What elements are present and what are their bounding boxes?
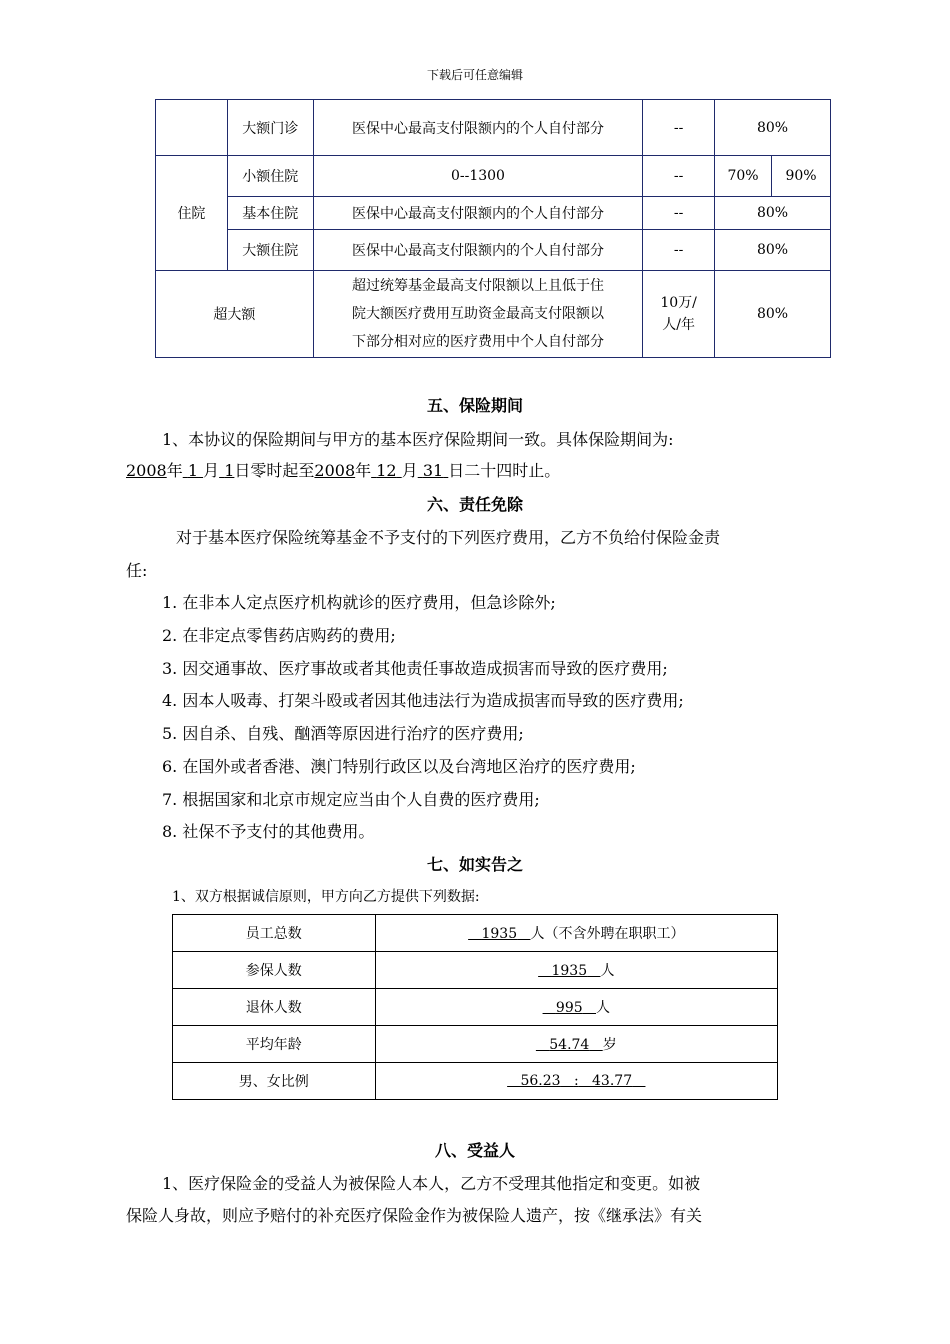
paragraph: 1、双方根据诚信原则，甲方向乙方提供下列数据: <box>172 889 480 905</box>
coverage-type: 超大额 <box>156 271 314 358</box>
row-label: 员工总数 <box>173 915 376 952</box>
insurance-period <box>126 458 560 481</box>
table-row <box>173 989 778 1026</box>
row-value: 1935 人（不含外聘在职职工） <box>375 915 777 952</box>
desc-line: 下部分相对应的医疗费用中个人自付部分 <box>351 334 604 350</box>
text: 年 <box>355 461 372 480</box>
text: 日零时起至 <box>234 461 315 480</box>
end-year: 2008 <box>314 461 356 480</box>
section-title: 八、受益人 <box>434 1141 515 1160</box>
table-row <box>173 952 778 989</box>
text: 月 <box>401 461 418 480</box>
list-item: 4. 因本人吸毒、打架斗殴或者因其他违法行为造成损害而导致的医疗费用; <box>162 691 684 710</box>
coverage-rate-a: 70% <box>715 156 772 197</box>
paragraph: 对于基本医疗保险统筹基金不予支付的下列医疗费用，乙方不负给付保险金责 <box>176 528 721 547</box>
coverage-rate: 80% <box>715 197 831 230</box>
start-year: 2008 <box>126 461 167 480</box>
coverage-desc: 0--1300 <box>313 156 642 197</box>
limit-line: 10万/ <box>660 295 697 311</box>
coverage-rate: 80% <box>715 230 831 271</box>
list-item: 7. 根据国家和北京市规定应当由个人自费的医疗费用; <box>162 790 540 809</box>
row-label: 男、女比例 <box>173 1063 376 1100</box>
text: 年 <box>166 461 183 480</box>
coverage-limit: -- <box>643 230 715 271</box>
table-row <box>156 197 831 230</box>
desc-line: 院大额医疗费用互助资金最高支付限额以 <box>351 306 604 322</box>
coverage-limit: -- <box>643 197 715 230</box>
employee-data-table <box>172 914 778 1100</box>
coverage-type: 大额门诊 <box>227 100 313 156</box>
coverage-type: 大额住院 <box>227 230 313 271</box>
list-item: 8. 社保不予支付的其他费用。 <box>162 822 375 841</box>
section-title: 六、责任免除 <box>426 495 523 514</box>
coverage-desc <box>313 271 642 358</box>
coverage-rate-b: 90% <box>772 156 831 197</box>
row-label: 退休人数 <box>173 989 376 1026</box>
table-row <box>156 100 831 156</box>
row-label: 平均年龄 <box>173 1026 376 1063</box>
coverage-limit: -- <box>643 156 715 197</box>
table-row <box>156 271 831 358</box>
coverage-group-label: 住院 <box>156 156 228 271</box>
list-item: 6. 在国外或者香港、澳门特别行政区以及台湾地区治疗的医疗费用; <box>162 757 636 776</box>
coverage-desc: 医保中心最高支付限额内的个人自付部分 <box>313 197 642 230</box>
end-day: 31 <box>422 461 444 480</box>
start-month: 1 <box>187 461 199 480</box>
table-row <box>156 156 831 197</box>
row-value: 995 人 <box>375 989 777 1026</box>
row-value: 54.74 岁 <box>375 1026 777 1063</box>
end-month: 12 <box>376 461 397 480</box>
row-value: 56.23 : 43.77 <box>375 1063 777 1100</box>
coverage-desc: 医保中心最高支付限额内的个人自付部分 <box>313 100 642 156</box>
list-item: 5. 因自杀、自残、酗酒等原因进行治疗的医疗费用; <box>162 724 524 743</box>
text: 月 <box>203 461 220 480</box>
text: 日二十四时止。 <box>448 461 561 480</box>
coverage-table <box>155 99 831 358</box>
page-header: 下载后可任意编辑 <box>426 68 523 82</box>
coverage-rate: 80% <box>715 100 831 156</box>
table-row <box>173 1026 778 1063</box>
table-cell-empty <box>156 100 228 156</box>
paragraph: 1、医疗保险金的受益人为被保险人本人，乙方不受理其他指定和变更。如被 <box>162 1174 701 1193</box>
coverage-limit: -- <box>643 100 715 156</box>
paragraph: 任: <box>126 561 148 580</box>
section-title: 五、保险期间 <box>426 396 523 415</box>
table-row <box>173 915 778 952</box>
list-item: 2. 在非定点零售药店购药的费用; <box>162 626 396 645</box>
coverage-rate: 80% <box>715 271 831 358</box>
start-day: 1 <box>224 461 235 480</box>
list-item: 1. 在非本人定点医疗机构就诊的医疗费用，但急诊除外; <box>162 593 556 612</box>
coverage-type: 基本住院 <box>227 197 313 230</box>
coverage-type: 小额住院 <box>227 156 313 197</box>
desc-line: 超过统筹基金最高支付限额以上且低于住 <box>351 278 604 294</box>
coverage-desc: 医保中心最高支付限额内的个人自付部分 <box>313 230 642 271</box>
row-label: 参保人数 <box>173 952 376 989</box>
coverage-limit <box>643 271 715 358</box>
table-row <box>173 1063 778 1100</box>
row-value: 1935 人 <box>375 952 777 989</box>
paragraph: 1、本协议的保险期间与甲方的基本医疗保险期间一致。具体保险期间为: <box>162 430 674 449</box>
section-title: 七、如实告之 <box>426 855 523 874</box>
table-row <box>156 230 831 271</box>
limit-line: 人/年 <box>662 317 695 333</box>
paragraph: 保险人身故，则应予赔付的补充医疗保险金作为被保险人遗产，按《继承法》有关 <box>126 1206 703 1225</box>
list-item: 3. 因交通事故、医疗事故或者其他责任事故造成损害而导致的医疗费用; <box>162 659 668 678</box>
